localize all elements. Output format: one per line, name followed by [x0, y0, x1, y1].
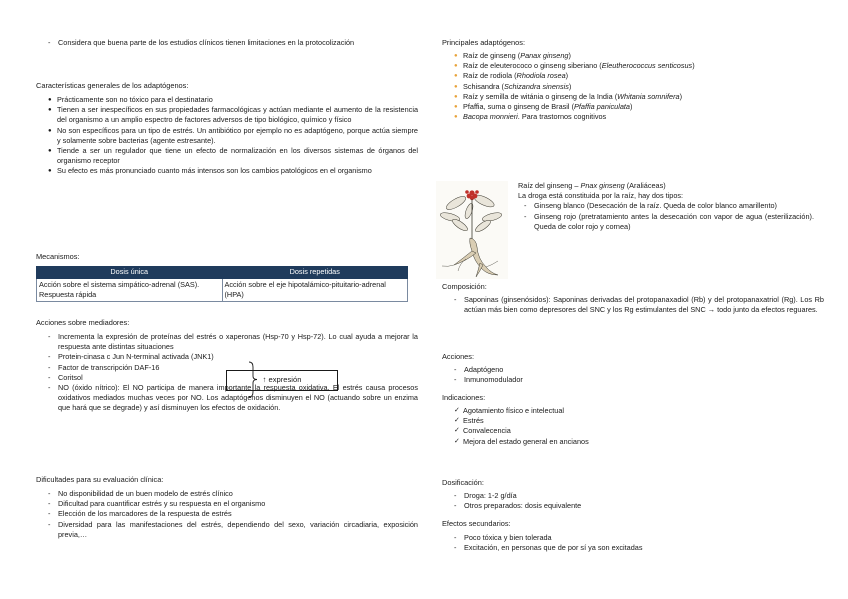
list-item — [454, 82, 824, 92]
item-end: ) — [692, 61, 695, 71]
table-cell: Acción sobre el eje hipotalámico-pituitario-adrenal (HPA) — [222, 279, 408, 302]
mechanisms-title: Mecanismos: — [36, 252, 80, 261]
latin-name: Panax ginseng — [520, 51, 569, 60]
list-item: - NO (óxido nítrico): El NO participa de manera importante la respuesta oxidativa. El estrés causa procesos oxidativos mediados muchas veces por NO. Los adaptógenos disminuyen el NO (actuando sobre un enzima que hará que se degrade) y así disminuyen los efectos de oxidación. — [48, 383, 418, 414]
ginseng-title-latin: Pnax ginseng — [580, 181, 625, 190]
item-text: Raíz de rodiola ( — [463, 71, 517, 81]
latin-name: Rhodiola rosea — [516, 71, 566, 81]
table-header-row — [37, 267, 408, 279]
list-item: - Poco tóxica y bien tolerada — [454, 533, 824, 543]
limitations-item: - Considera que buena parte de los estudios clínicos tienen limitaciones en la protocolización — [48, 38, 418, 48]
difficulties-list — [36, 489, 418, 540]
main-adaptogens-title: Principales adaptógenos: — [442, 38, 525, 47]
item-text: Raíz y semilla de witánia o ginseng de la India ( — [463, 91, 618, 101]
ginseng-block — [518, 181, 814, 232]
list-item: ✓ Convalecencia — [454, 426, 824, 436]
ginseng-title-prefix: Raíz del ginseng – — [518, 181, 581, 190]
list-item: - Factor de transcripción DAF-16 — [48, 363, 418, 373]
list-item: - Ginseng blanco (Desecación de la raíz. Queda de color blanco amarillento) — [524, 201, 814, 211]
ginseng-intro: La droga está constituida por la raíz, hay dos tipos: — [518, 191, 684, 201]
list-item: ● Tiende a ser un regulador que tiene un efecto de normalización en los diversos sistemas de órganos del organismo receptor — [48, 146, 418, 166]
latin-name: Bacopa monnieri — [463, 112, 518, 122]
dosage-list — [442, 491, 824, 511]
list-item — [454, 112, 824, 122]
list-item: - Coritsol — [48, 373, 418, 383]
list-item: ● Prácticamente son no tóxico para el destinatario — [48, 95, 418, 105]
item-end: ) — [565, 71, 569, 81]
list-item: - Ginseng rojo (pretratamiento antes la desecación con vapor de agua (esterilización). Queda de color rojo y cornea) — [524, 212, 814, 232]
table-cell: Acción sobre el sistema simpático-adrenal (SAS). Respuesta rápida — [37, 279, 223, 302]
composition-list — [442, 295, 824, 315]
list-item — [454, 71, 824, 81]
list-item: - Otros preparados: dosis equivalente — [454, 501, 824, 511]
side-effects-title: Efectos secundarios: — [442, 519, 511, 528]
dosage-title: Dosificación: — [442, 478, 484, 487]
item-end: ) — [568, 81, 572, 91]
item-text: Schisandra ( — [463, 81, 504, 91]
ginseng-title — [518, 181, 814, 191]
list-item: - Excitación, en personas que de por sí ya son excitadas — [454, 543, 824, 553]
list-item: - Elección de los marcadores de la respuesta de estrés — [48, 509, 418, 519]
table-row — [37, 279, 408, 302]
list-item: - Droga: 1-2 g/día — [454, 491, 824, 501]
list-item — [454, 51, 824, 61]
limitations-list — [36, 38, 418, 48]
ginseng-title-family: (Araliáceas) — [624, 181, 666, 190]
characteristics-note — [48, 126, 418, 146]
expression-label: ↑ expresión — [262, 375, 302, 385]
item-text: Raíz de ginseng ( — [463, 51, 521, 60]
latin-name: Whitania somnifera — [617, 91, 680, 101]
item-end: ) — [629, 102, 633, 112]
indications-title: Indicaciones: — [442, 393, 486, 402]
mechanisms-table — [36, 266, 408, 302]
list-item: ✓ Mejora del estado general en ancianos — [454, 437, 824, 447]
item-end: ) — [679, 91, 683, 101]
characteristics-list — [36, 95, 418, 177]
side-effects-list — [442, 533, 824, 553]
item-end: . Para trastornos cognitivos — [517, 112, 607, 122]
list-item: - Dificultad para cuantificar estrés y su respuesta en el organismo — [48, 499, 418, 509]
list-item: - Incrementa la expresión de proteínas del estrés o xaperonas (Hsp-70 y Hsp-72). Lo cual ayuda a mejorar la respuesta ante distintas situaciones — [48, 332, 418, 352]
difficulties-title: Dificultades para su evaluación clínica: — [36, 475, 164, 484]
list-item: ✓ Agotamiento físico e intelectual — [454, 406, 824, 416]
list-item — [454, 92, 824, 102]
table-header-cell: Dosis única — [37, 267, 223, 279]
list-item — [454, 61, 824, 71]
ginseng-types-list — [518, 201, 814, 232]
characteristics-title: Características generales de los adaptógenos: — [36, 81, 189, 90]
latin-name: Schizandra sinensis — [503, 81, 569, 91]
actions-list — [442, 365, 824, 385]
list-item: - Saponinas (ginsenósidos): Saponinas derivadas del protopanaxadiol (Rb) y del protopanaxatriol (Rg). Los Rb actúan más bien como depresores del SNC y los Rg estimulantes del SNC → todo junto da efectos reguares. — [454, 295, 824, 315]
actions-title: Acciones: — [442, 352, 475, 361]
list-item: - Diversidad para las manifestaciones del estrés, dependiendo del sexo, variación circadiaria, exposición previa,… — [48, 520, 418, 540]
list-item: - Inmunomodulador — [454, 375, 824, 385]
list-item — [454, 102, 824, 112]
list-item: - Protein-cinasa c Jun N-terminal activada (JNK1) — [48, 352, 418, 362]
latin-name: Eleutherococcus senticosus — [601, 61, 693, 71]
indications-list — [442, 406, 824, 447]
latin-name: Pfaffia paniculata — [574, 102, 630, 112]
main-adaptogens-list — [442, 51, 824, 122]
item-end: ) — [568, 51, 571, 60]
mediators-title: Acciones sobre mediadores: — [36, 318, 130, 327]
note-text: No son específicos para un tipo de estrés. Un antibiótico por ejemplo no es adaptógeno, porque actúa siempre y solamente sobre bacterias (agente estresante). — [57, 125, 418, 145]
composition-title: Composición: — [442, 282, 487, 291]
expression-box — [226, 370, 338, 391]
list-item: ● Su efecto es más pronunciado cuanto más intensos son los cambios patológicos en el organismo — [48, 166, 418, 176]
item-text: Pfaffia, suma o ginseng de Brasil ( — [463, 102, 574, 112]
ginseng-plant-illustration — [436, 181, 508, 279]
item-text: Raíz de eleuterococo o ginseng siberiano ( — [463, 61, 602, 71]
table-header-cell: Dosis repetidas — [222, 267, 408, 279]
list-item: ● Tienen a ser inespecíficos en sus propiedades farmacológicas y actúan mediante el aumento de la resistencia del organismo a un amplio espectro de factores adversos de tipo biológico, químico y físico — [48, 105, 418, 125]
list-item: - No disponibilidad de un buen modelo de estrés clínico — [48, 489, 418, 499]
list-item: ✓ Estrés — [454, 416, 824, 426]
list-item: - Adaptógeno — [454, 365, 824, 375]
